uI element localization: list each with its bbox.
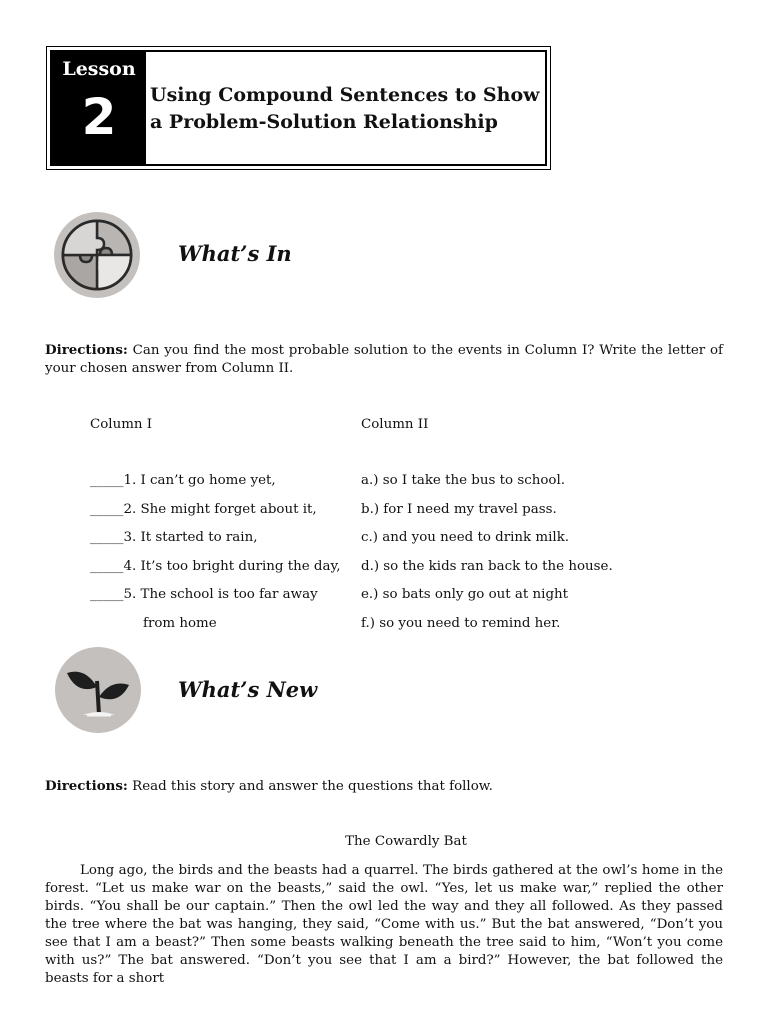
lesson-number: 2 — [81, 88, 117, 146]
lesson-word: Lesson — [62, 58, 136, 80]
story-paragraph: Long ago, the birds and the beasts had a quarrel. The birds gathered at the owl’s home in the forest. “Let us make war on the beasts,” said the owl. “Yes, let us make war,” replied the other birds. “You shall be our captain.” Then the owl led the way and they all followed. As they passed the tree where the bat was hanging, they said, “Come with us.” But the bat answered, “Don’t you see that I am a beast?” Then some beasts walking beneath the tree said to him, “Won’t you come with us?” The bat answered. “Don’t you see that I am a bird?” However, the bat followed the beasts for a short — [45, 863, 723, 986]
column-2-item: b.) for I need my travel pass. — [361, 502, 557, 517]
lesson-badge — [52, 52, 146, 164]
column-1-item: _____4. It’s too bright during the day, — [90, 559, 341, 574]
column-1-header: Column I — [90, 417, 153, 432]
column-1-item: _____3. It started to rain, — [90, 530, 258, 545]
column-2-header: Column II — [361, 417, 429, 432]
column-2-item: a.) so I take the bus to school. — [361, 473, 565, 488]
lesson-header-box — [46, 46, 551, 170]
whats-in-title: What’s In — [178, 241, 292, 266]
column-1-item: _____5. The school is too far away — [90, 587, 318, 602]
directions-text: Can you find the most probable solution to the events in Column I? Write the letter of your chosen answer from Column II. — [45, 343, 723, 376]
whats-new-title: What’s New — [178, 677, 318, 702]
column-1-item: _____2. She might forget about it, — [90, 502, 317, 517]
lesson-header-inner — [50, 50, 547, 166]
column-2-item: c.) and you need to drink milk. — [361, 530, 570, 545]
lesson-title: Using Compound Sentences to Show a Problem-Solution Relationship — [150, 84, 540, 133]
column-1-item-continuation: from home — [143, 616, 217, 631]
story-title: The Cowardly Bat — [345, 834, 467, 849]
column-2-item: e.) so bats only go out at night — [361, 587, 569, 602]
seedling-icon — [53, 645, 143, 739]
directions-text: Read this story and answer the questions that follow. — [127, 779, 493, 794]
column-2-item: d.) so the kids ran back to the house. — [361, 559, 613, 574]
puzzle-icon — [52, 210, 142, 304]
column-2-item: f.) so you need to remind her. — [361, 616, 561, 631]
column-1-item: _____1. I can’t go home yet, — [90, 473, 276, 488]
whats-new-directions — [45, 777, 723, 796]
directions-label: Directions: — [45, 342, 128, 358]
whats-in-directions — [45, 341, 723, 378]
directions-label: Directions: — [45, 778, 128, 794]
